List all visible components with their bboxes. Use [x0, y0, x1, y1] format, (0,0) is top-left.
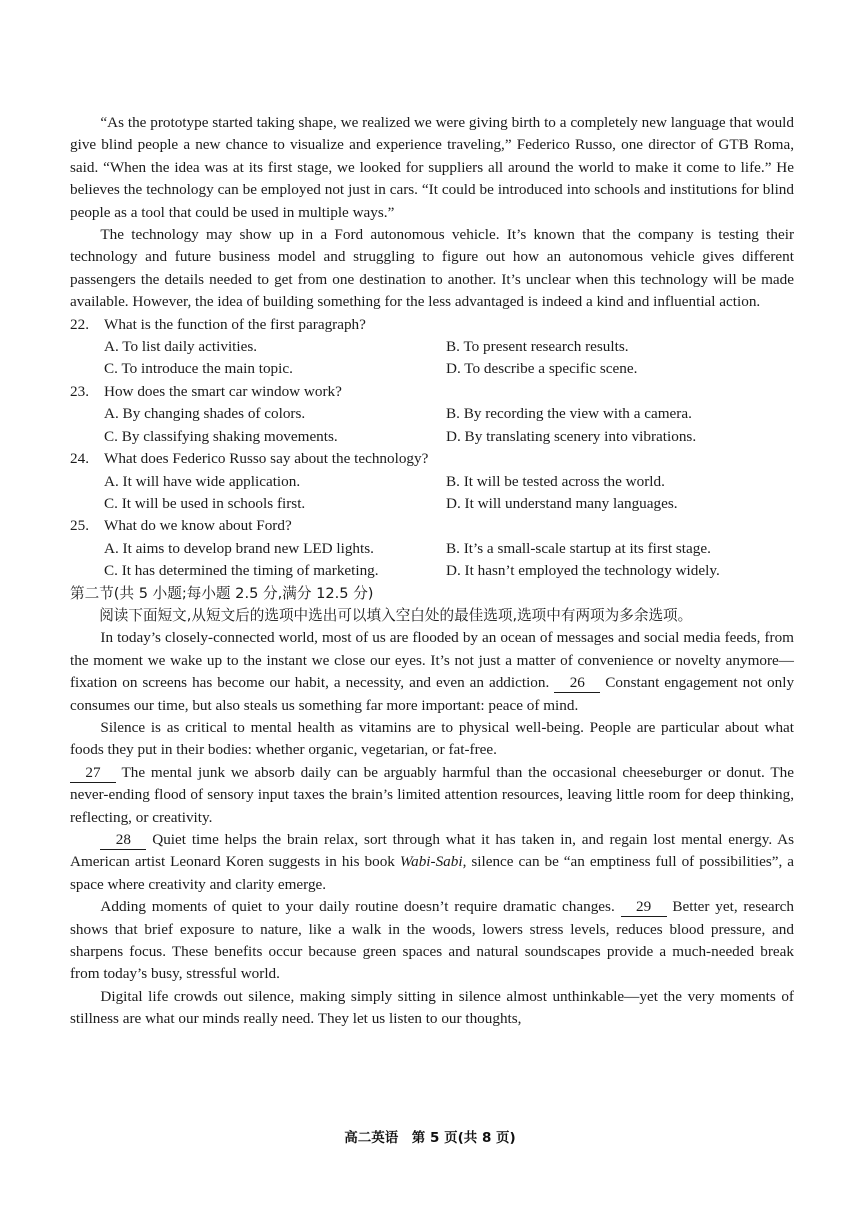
paragraph-text: Adding moments of quiet to your daily routine doesn’t require dramatic changes.	[100, 898, 615, 916]
blank-26: 26	[554, 674, 600, 693]
option-c: C. To introduce the main topic.	[104, 360, 293, 378]
paragraph-text: , silence can be “an emptiness full of possibilities”, a space where creativity and clarity emerge.	[70, 853, 794, 893]
book-title: Wabi-Sabi	[399, 853, 463, 871]
section-heading: 第二节(共 5 小题;每小题 2.5 分,满分 12.5 分)	[70, 584, 374, 602]
question-stem: How does the smart car window work?	[104, 382, 342, 400]
option-d: D. To describe a specific scene.	[446, 360, 638, 378]
option-c: C. It will be used in schools first.	[104, 494, 306, 512]
question	[70, 381, 794, 448]
section-instruction: 阅读下面短文,从短文后的选项中选出可以填入空白处的最佳选项,选项中有两项为多余选项。	[99, 606, 693, 624]
option-a: A. To list daily activities.	[104, 338, 258, 356]
question	[70, 448, 794, 515]
question	[70, 314, 794, 381]
question	[70, 515, 794, 582]
blank-27: 27	[70, 764, 116, 783]
option-a: A. By changing shades of colors.	[104, 405, 306, 423]
option-b: B. It will be tested across the world.	[446, 472, 665, 490]
question-stem: What does Federico Russo say about the technology?	[104, 450, 429, 468]
option-a: A. It aims to develop brand new LED lights.	[104, 539, 374, 557]
option-d: D. By translating scenery into vibrations.	[446, 427, 697, 445]
passage-paragraph	[70, 717, 794, 762]
blank-28: 28	[100, 831, 146, 850]
passage-paragraph	[70, 829, 794, 896]
passage-paragraph: “As the prototype started taking shape, we realized we were giving birth to a completely new language that would give blind people a new chance to visualize and experience traveling,” Federico Russo, one director of GTB Roma, said. “When the idea was at its first stage, we looked for suppliers all around the world to make it come to life.” He believes the technology can be employed not just in cars. “It could be introduced into schools and institutions for blind people as a tool that could be used in multiple ways.”	[70, 114, 794, 221]
paragraph-text: The mental junk we absorb daily can be arguably harmful than the occasional cheeseburger or donut. The never-ending flood of sensory input taxes the brain’s limited attention resources, leaving little room for deep thinking, reflecting, or creativity.	[70, 763, 794, 826]
passage-paragraph	[70, 896, 794, 986]
passage-paragraph: The technology may show up in a Ford autonomous vehicle. It’s known that the company is testing their technology and future business model and struggling to figure out how an autonomous vehicle gives different passengers the details needed to get from one destination to another. It’s unclear when this technology will be made available. However, the idea of building something for the less advantaged is indeed a kind and influential action.	[70, 226, 794, 311]
option-d: D. It will understand many languages.	[446, 494, 678, 512]
option-b: B. By recording the view with a camera.	[446, 405, 692, 423]
paragraph-text: Quiet time helps the brain relax, sort through what it has taken in, and regain lost mental energy. As American artist Leonard Koren suggests in his book	[70, 831, 795, 871]
passage-paragraph	[70, 627, 794, 717]
question-stem: What is the function of the first paragraph?	[104, 315, 366, 333]
option-c: C. It has determined the timing of marketing.	[104, 562, 379, 580]
question-number: 24.	[70, 450, 89, 468]
option-d: D. It hasn’t employed the technology widely.	[446, 562, 720, 580]
option-a: A. It will have wide application.	[104, 472, 301, 490]
page-footer: 高二英语 第 5 页(共 8 页)	[344, 1130, 516, 1146]
paragraph-text: Constant engagement not only consumes our time, but also steals us something far more important: peace of mind.	[70, 674, 795, 714]
option-b: B. It’s a small-scale startup at its first stage.	[446, 539, 711, 557]
paragraph-text: In today’s closely-connected world, most of us are flooded by an ocean of messages and social media feeds, from the moment we wake up to the instant we close our eyes. It’s not just a matter of convenience or novelty anymore—fixation on screens has become our habit, a necessity, and even an addiction.	[70, 629, 794, 692]
paragraph-text: Silence is as critical to mental health as vitamins are to physical well-being. People are particular about what foods they put in their bodies: whether organic, vegetarian, or fat-free.	[70, 718, 794, 759]
question-number: 25.	[70, 517, 89, 535]
paragraph-text: Better yet, research shows that brief exposure to nature, like a walk in the woods, lowers stress levels, reduces blood pressure, and sharpens focus. These benefits occur because green spaces and natural soundscapes provide a much-needed break from today’s busy, stressful world.	[70, 898, 795, 983]
passage-paragraph: Digital life crowds out silence, making simply sitting in silence almost unthinkable—yet the very moments of stillness are what our minds really need. They let us listen to our thoughts,	[70, 987, 794, 1028]
blank-29: 29	[621, 898, 667, 917]
question-stem: What do we know about Ford?	[104, 517, 292, 535]
option-b: B. To present research results.	[446, 338, 629, 356]
option-c: C. By classifying shaking movements.	[104, 427, 338, 445]
question-number: 23.	[70, 382, 89, 400]
question-number: 22.	[70, 315, 89, 333]
passage-paragraph	[70, 762, 794, 829]
exam-page	[70, 112, 794, 1031]
